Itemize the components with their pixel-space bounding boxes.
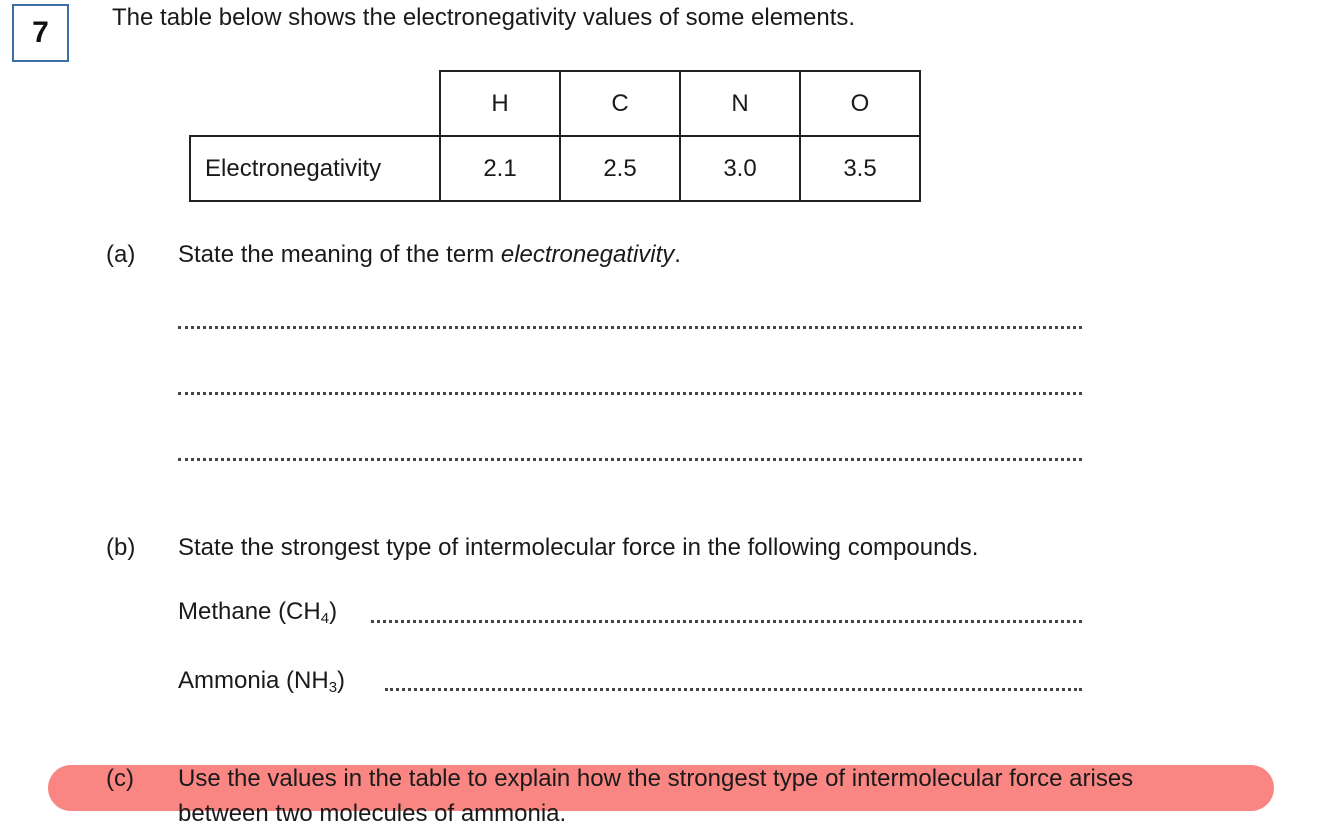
part-b-letter: (b) [106, 534, 136, 561]
part-c-line2: between two molecules of ammonia. [178, 800, 567, 827]
part-a-question [178, 241, 681, 269]
ammonia-close: ) [337, 667, 346, 694]
row-label: Electronegativity [190, 136, 440, 201]
part-b-question: State the strongest type of intermolecular force in the following compounds. [178, 534, 979, 561]
table-value-row [190, 136, 920, 201]
part-c-letter: (c) [106, 765, 134, 792]
part-a-letter: (a) [106, 241, 136, 268]
value-h: 2.1 [440, 136, 560, 201]
value-o: 3.5 [800, 136, 920, 201]
ammonia-label [178, 667, 345, 695]
methane-subscript: 4 [320, 610, 330, 627]
methane-close: ) [329, 598, 338, 625]
answer-line-a3[interactable] [178, 458, 1082, 461]
table-header-row [190, 71, 920, 136]
answer-line-a2[interactable] [178, 392, 1082, 395]
methane-label [178, 598, 337, 626]
table-corner-cell [190, 71, 440, 136]
ammonia-text: Ammonia (NH [178, 667, 329, 694]
answer-line-a1[interactable] [178, 326, 1082, 329]
answer-line-methane[interactable] [371, 620, 1082, 623]
answer-line-ammonia[interactable] [385, 688, 1082, 691]
element-n: N [680, 71, 800, 136]
value-c: 2.5 [560, 136, 680, 201]
part-a-text: State the meaning of the term [178, 241, 501, 268]
part-c-line1: Use the values in the table to explain how the strongest type of intermolecular force arises [178, 765, 1134, 792]
element-c: C [560, 71, 680, 136]
value-n: 3.0 [680, 136, 800, 201]
ammonia-subscript: 3 [328, 679, 338, 696]
question-number: 7 [32, 16, 49, 49]
question-intro: The table below shows the electronegativity values of some elements. [112, 4, 856, 31]
electronegativity-table [189, 70, 921, 202]
element-o: O [800, 71, 920, 136]
element-h: H [440, 71, 560, 136]
part-a-term: electronegativity [500, 241, 675, 268]
methane-text: Methane (CH [178, 598, 321, 625]
part-a-period: . [674, 241, 681, 268]
question-number-box [12, 4, 69, 62]
